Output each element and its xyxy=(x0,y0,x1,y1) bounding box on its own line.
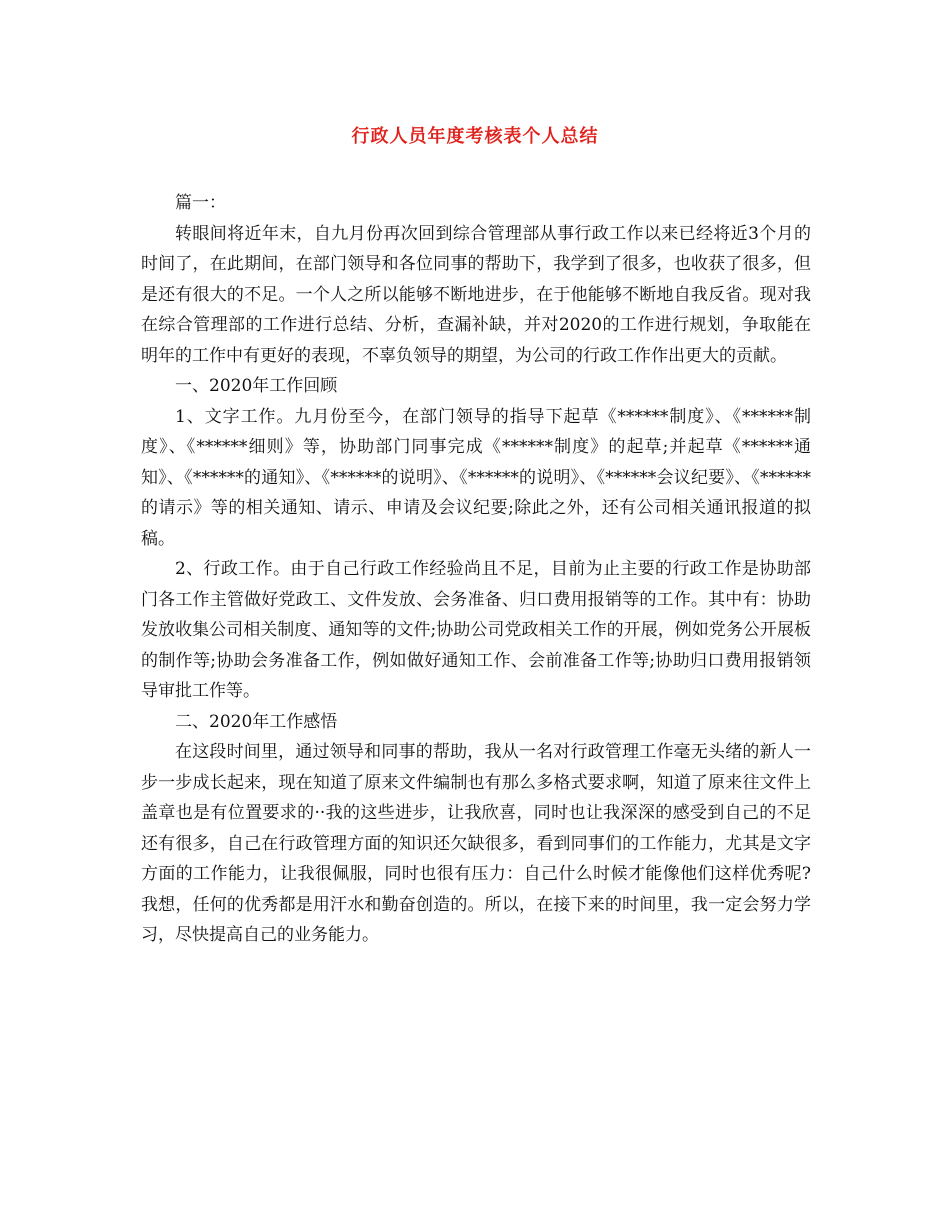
intro-paragraph: 转眼间将近年末，自九月份再次回到综合管理部从事行政工作以来已经将近3个月的时间了，在此期间，在部门领导和各位同事的帮助下，我学到了很多，也收获了很多，但是还有很大的不足。一个人之所以能够不断地进步，在于他能够不断地自我反省。现对我在综合管理部的工作进行总结、分析，查漏补缺，并对2020的工作进行规划，争取能在明年的工作中有更好的表现，不辜负领导的期望，为公司的行政工作作出更大的贡献。 xyxy=(141,223,811,366)
document-title: 行政人员年度考核表个人总结 xyxy=(351,126,599,147)
heading-work-review: 一、2020年工作回顾 xyxy=(175,376,338,396)
paragraph-reflections: 在这段时间里，通过领导和同事的帮助，我从一名对行政管理工作毫无头绪的新人一步一步成长起来，现在知道了原来文件编制也有那么多格式要求啊，知道了原来往文件上盖章也是有位置要求的··我的这些进步，让我欣喜，同时也让我深深的感受到自己的不足还有很多，自己在行政管理方面的知识还欠缺很多，看到同事们的工作能力，尤其是文字方面的工作能力，让我很佩服，同时也很有压力：自己什么时候才能像他们这样优秀呢?我想，任何的优秀都是用汗水和勤奋创造的。所以，在接下来的时间里，我一定会努力学习，尽快提高自己的业务能力。 xyxy=(141,742,811,945)
paragraph-writing-work: 1、文字工作。九月份至今，在部门领导的指导下起草《******制度》、《******制度》、《******细则》等，协助部门同事完成《******制度》的起草;并起草《******通知》、《******的通知》、《******的说明》、《******的说明》、《******会议纪要》、《******的请示》等的相关通知、请示、申请及会议纪要;除此之外，还有公司相关通讯报道的拟稿。 xyxy=(141,406,811,549)
document-body xyxy=(141,188,811,951)
heading-work-reflections: 二、2020年工作感悟 xyxy=(175,711,338,732)
paragraph-admin-work: 2、行政工作。由于自己行政工作经验尚且不足，目前为止主要的行政工作是协助部门各工作主管做好党政工、文件发放、会务准备、归口费用报销等的工作。其中有：协助发放收集公司相关制度、通知等的文件;协助公司党政相关工作的开展，例如党务公开展板的制作等;协助会务准备工作，例如做好通知工作、会前准备工作等;协助归口费用报销领导审批工作等。 xyxy=(141,559,811,701)
section-label-part-one: 篇一： xyxy=(175,193,226,213)
